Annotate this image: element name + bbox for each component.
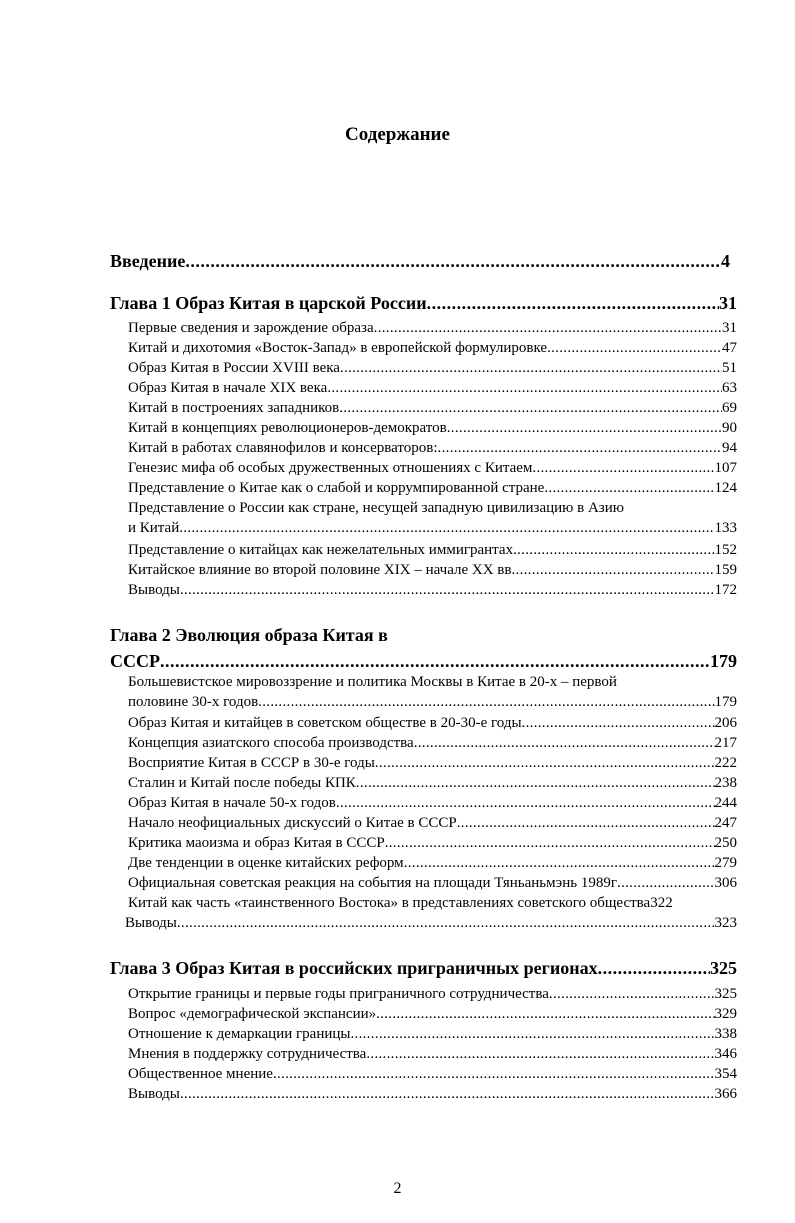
list-item[interactable]: Генезис мифа об особых дружественных отношениях с Китаем ..... 107: [128, 459, 737, 479]
list-item[interactable]: Выводы ..... 323: [125, 914, 737, 934]
list-item[interactable]: Сталин и Китай после победы КПК ..... 238: [128, 774, 737, 794]
list-item[interactable]: Большевистское мировоззрение и политика Москвы в Китае в 20-х – первой половине 30-х годов ..... 179: [128, 673, 737, 712]
list-item[interactable]: Образ Китая и китайцев в советском обществе в 20-30-е годы ..... 206: [128, 714, 737, 734]
list-item[interactable]: Начало неофициальных дискуссий о Китае в СССР ..... 247: [128, 814, 737, 834]
dot-leader: [185, 248, 721, 274]
list-item[interactable]: Официальная советская реакция на события на площади Тяньаньмэнь 1989г ..... 306: [128, 874, 737, 894]
list-item[interactable]: Вопрос «демографической экспансии» ..... 329: [128, 1005, 737, 1025]
list-item[interactable]: Общественное мнение ..... 354: [128, 1065, 737, 1085]
toc-chapter-2-heading[interactable]: Глава 2 Эволюция образа Китая в СССР ..... 179: [110, 622, 737, 674]
toc-introduction[interactable]: [110, 248, 730, 274]
dot-leader: [427, 290, 719, 316]
list-item[interactable]: Китай в построениях западников ..... 69: [128, 399, 737, 419]
toc-chapter-1-heading[interactable]: Глава 1 Образ Китая в царской России ..... 31: [110, 290, 737, 316]
page-title: Содержание: [345, 124, 450, 145]
list-item[interactable]: Восприятие Китая в СССР в 30-е годы ..... 222: [128, 754, 737, 774]
list-item[interactable]: Представление о китайцах как нежелательных иммигрантах ..... 152: [128, 541, 737, 561]
list-item[interactable]: Представление о России как стране, несущей западную цивилизацию в Азию и Китай ..... 133: [128, 499, 737, 538]
list-item[interactable]: Образ Китая в России XVIII века ..... 51: [128, 359, 737, 379]
list-item[interactable]: Две тенденции в оценке китайских реформ ..... 279: [128, 854, 737, 874]
list-item[interactable]: Китайское влияние во второй половине XIX – начале XX вв ..... 159: [128, 561, 737, 581]
toc-chapter-3-heading[interactable]: Глава 3 Образ Китая в российских приграничных регионах ..... 325: [110, 955, 737, 981]
list-item[interactable]: Образ Китая в начале XIX века ..... 63: [128, 379, 737, 399]
toc-introduction-label: Введение: [110, 251, 186, 271]
dot-leader: [160, 648, 710, 674]
list-item[interactable]: Образ Китая в начале 50-х годов ..... 244: [128, 794, 737, 814]
list-item[interactable]: Китай и дихотомия «Восток-Запад» в европейской формулировке ..... 47: [128, 339, 737, 359]
list-item[interactable]: Критика маоизма и образ Китая в СССР ..... 250: [128, 834, 737, 854]
list-item[interactable]: Китай в работах славянофилов и консерваторов: ..... 94: [128, 439, 737, 459]
list-item[interactable]: Китай в концепциях революционеров-демократов ..... 90: [128, 419, 737, 439]
page-number: 2: [393, 1180, 402, 1197]
list-item[interactable]: Открытие границы и первые годы приграничного сотрудничества ..... 325: [128, 985, 737, 1005]
list-item[interactable]: Отношение к демаркации границы ..... 338: [128, 1025, 737, 1045]
dot-leader: [598, 955, 710, 981]
list-item[interactable]: Мнения в поддержку сотрудничества ..... 346: [128, 1045, 737, 1065]
list-item[interactable]: Выводы ..... 172: [128, 581, 737, 601]
list-item[interactable]: Выводы ..... 366: [128, 1085, 737, 1105]
toc-introduction-page: 4: [721, 251, 730, 271]
list-item[interactable]: Представление о Китае как о слабой и коррумпированной стране ..... 124: [128, 479, 737, 499]
list-item[interactable]: Китай как часть «таинственного Востока» в представлениях советского общества 322: [128, 895, 673, 911]
list-item[interactable]: Первые сведения и зарождение образа ..... 31: [128, 319, 737, 339]
list-item[interactable]: Концепция азиатского способа производства ..... 217: [128, 734, 737, 754]
